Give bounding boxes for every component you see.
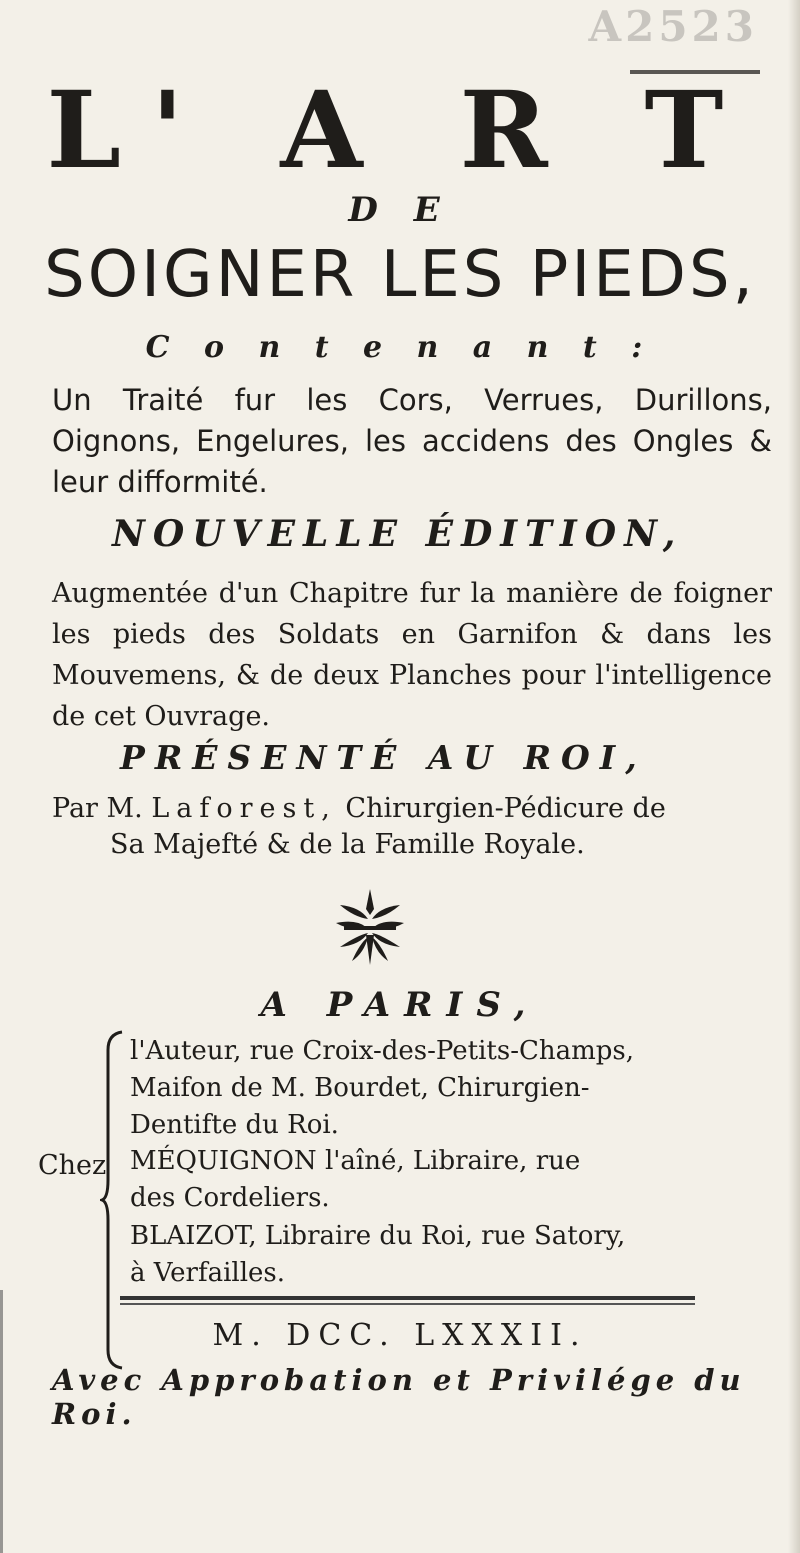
fleuron-ornament-icon [330,885,410,970]
title-line-2: D E [348,190,452,230]
seller-line: des Cordeliers. [130,1183,330,1213]
augmentation-paragraph: Augmentée d'un Chapitre fur la manière de foigner les pieds des Soldats en Garnifon & dans les Mouvemens, & de deux Planches pour l'intelligence de cet Ouvrage. [52,578,772,732]
author-line-2: Sa Majefté & de la Famille Royale. [110,829,585,860]
seller-line: Dentifte du Roi. [130,1110,339,1140]
author-name: Laforest, [151,793,337,824]
seller-line: à Verfailles. [130,1258,286,1288]
presented-heading: PRÉSENTÉ AU ROI, [120,738,647,777]
seller-line: BLAIZOT, Libraire du Roi, rue Satory, [130,1221,626,1251]
seller-auteur [130,1033,634,1144]
library-stamp [588,0,760,70]
title-line-1: L' A R T [46,67,754,192]
seller-line: l'Auteur, rue Croix-des-Petits-Champs, [130,1036,635,1066]
seller-mequignon [130,1143,580,1217]
chez-label: Chez [38,1150,107,1181]
title-line-3: SOIGNER LES PIEDS, [44,238,756,312]
divider-rule-thin [120,1303,695,1305]
contents-paragraph: Un Traité fur les Cors, Verrues, Durillons, Oignons, Engelures, les accidens des Ongles & leur difformité. [52,383,772,499]
author-prefix: Par M. [52,793,143,824]
seller-line: Maifon de M. Bourdet, Chirurgien- [130,1073,590,1103]
seller-line: MÉQUIGNON l'aîné, Libraire, rue [130,1146,581,1176]
publication-date: M. DCC. LXXXII. [212,1318,588,1353]
divider-rule [120,1296,695,1300]
author-line [52,788,772,829]
author-role: Chirurgien-Pédicure de [345,793,666,824]
imprint-city: A PARIS, [260,985,540,1025]
privilege-line: Avec Approbation et Privilége du Roi. [52,1363,746,1431]
edition-heading: NOUVELLE ÉDITION, [112,513,684,555]
seller-blaizot [130,1218,625,1292]
contenant-heading: C o n t e n a n t : [145,330,655,365]
library-mark: A2523 [588,2,758,51]
